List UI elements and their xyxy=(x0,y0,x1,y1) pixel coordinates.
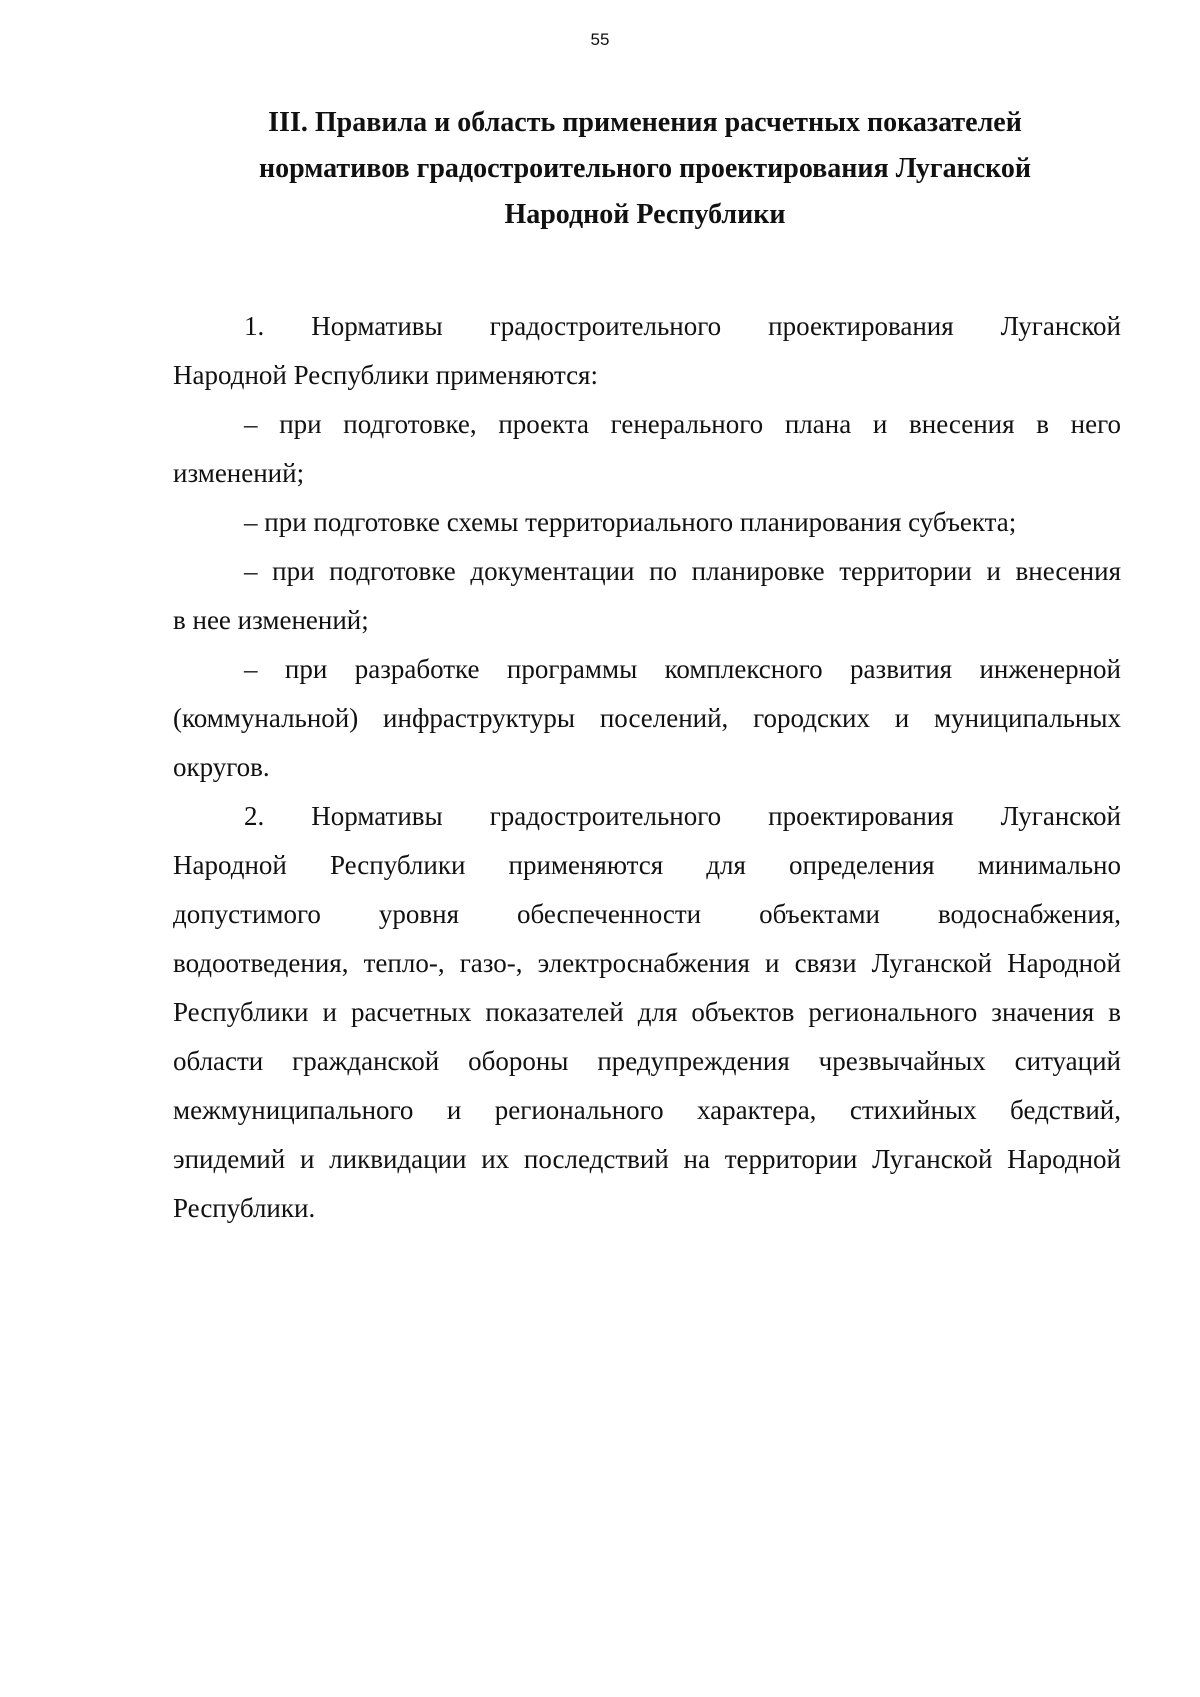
document-body xyxy=(173,302,1121,1233)
paragraph-line: Народной Республики применяются: xyxy=(173,360,598,390)
heading-line: нормативов градостроительного проектирования Луганской xyxy=(258,153,1032,184)
list-item-line: – при разработке программы комплексного развития инженерной xyxy=(244,654,1121,684)
paragraph-line: области гражданской обороны предупреждения чрезвычайных ситуаций xyxy=(173,1046,1121,1076)
list-item-line: в нее изменений; xyxy=(173,605,369,635)
paragraph-line: допустимого уровня обеспеченности объектами водоснабжения, xyxy=(173,899,1121,929)
list-item-line: (коммунальной) инфраструктуры поселений, городских и муниципальных xyxy=(173,703,1121,733)
list-item-line: – при подготовке, проекта генерального плана и внесения в него xyxy=(244,409,1121,439)
paragraph-line: эпидемий и ликвидации их последствий на территории Луганской Народной xyxy=(173,1144,1121,1174)
paragraph-line: водоотведения, тепло-, газо-, электроснабжения и связи Луганской Народной xyxy=(173,948,1121,978)
list-item-line: округов. xyxy=(173,752,270,782)
heading-line: III. Правила и область применения расчетных показателей xyxy=(268,107,1022,138)
list-item-line: – при подготовке схемы территориального планирования субъекта; xyxy=(244,507,1017,537)
page-number: 55 xyxy=(590,30,610,49)
list-item-line: изменений; xyxy=(173,458,305,488)
paragraph-line: межмуниципального и регионального характера, стихийных бедствий, xyxy=(173,1095,1121,1125)
heading-line: Народной Республики xyxy=(504,199,786,230)
paragraph-line: 1. Нормативы градостроительного проектирования Луганской xyxy=(244,311,1121,341)
section-heading xyxy=(170,100,1120,238)
paragraph-line: Республики. xyxy=(173,1193,316,1223)
paragraph-line: Народной Республики применяются для определения минимально xyxy=(173,850,1121,880)
list-item-line: – при подготовке документации по планировке территории и внесения xyxy=(244,556,1121,586)
paragraph-line: Республики и расчетных показателей для объектов регионального значения в xyxy=(173,997,1121,1027)
paragraph-line: 2. Нормативы градостроительного проектирования Луганской xyxy=(244,801,1121,831)
